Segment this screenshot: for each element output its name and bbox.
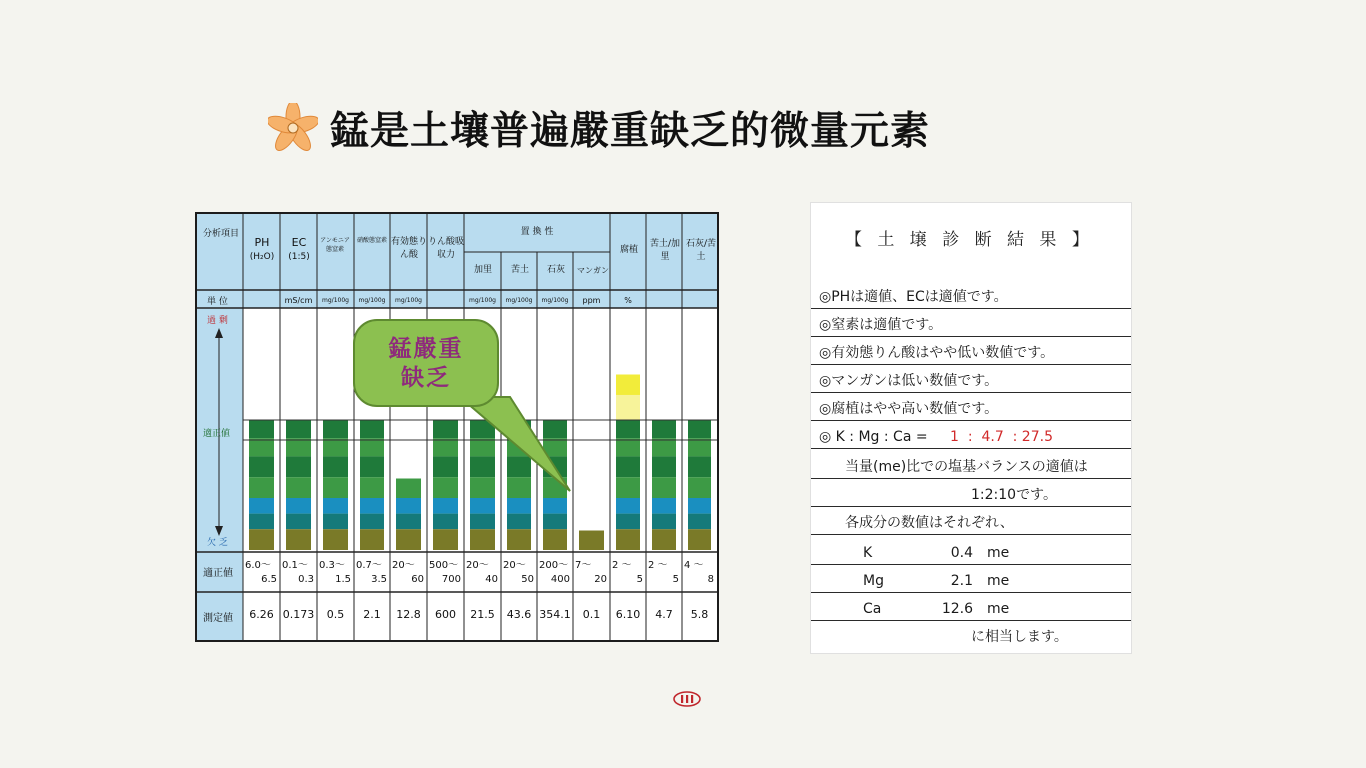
level-arrow-head [215,328,223,338]
bar-segment [616,498,640,514]
page-title: 錳是土壤普遍嚴重缺乏的微量元素 [330,109,931,154]
element-name: Ca [863,601,882,617]
measured-value: 0.1 [582,608,601,621]
bar-segment [652,529,676,550]
callout-line1: 錳嚴重 [388,335,464,362]
bar-segment [249,498,274,514]
diagnosis-card [810,202,1132,654]
bar-segment [543,514,567,530]
bar-segment [323,498,348,514]
measured-value: 6.10 [615,608,641,621]
element-ca [811,595,1131,621]
element-value: 0.4 [950,545,973,561]
proper-low: 200〜 [539,560,569,571]
proper-low: 20〜 [466,560,489,571]
proper-low: 2 〜 [648,560,668,571]
bar-segment [470,514,495,530]
balance-line-2: 1:2:10です。 [811,481,1131,507]
header-absorb: りん酸吸収力 [428,237,465,260]
bar-segment [396,514,421,530]
element-k [811,539,1131,565]
bar-segment [286,420,311,438]
callout-tail [440,395,580,495]
unit-cell: mg/100g [322,297,349,304]
each-line: 各成分の数値はそれぞれ、 [811,509,1131,535]
bar-segment [688,438,711,456]
proper-low: 0.7〜 [356,560,382,571]
bar-segment [323,420,348,438]
bar-segment [652,420,676,438]
unit-cell: mg/100g [395,297,422,304]
header-ec-label: EC [291,236,307,249]
bar-excess-segment [616,395,640,420]
flower-icon [268,103,318,153]
proper-high: 400 [550,574,570,585]
proper-low: 4 〜 [684,560,704,571]
element-unit: me [987,545,1010,561]
proper-high: 3.5 [371,574,387,585]
diagnosis-line: ◎有効態りん酸はやや低い数値です。 [811,339,1131,365]
bar-segment [286,498,311,514]
header-phos: 有効態りん酸 [391,237,428,260]
diagnosis-line: ◎PHは適値、ECは適値です。 [811,283,1131,309]
bar-segment [433,498,458,514]
bar-segment [616,477,640,498]
bar-segment [652,438,676,456]
bar-segment [470,529,495,550]
unit-cell: mg/100g [469,297,496,304]
proper-high: 1.5 [335,574,351,585]
element-mg [811,567,1131,593]
proper-low: 0.3〜 [319,560,345,571]
header-ec [281,236,317,264]
bar-segment [249,514,274,530]
bar-segment [323,438,348,456]
measured-value: 0.173 [282,608,315,621]
bar-segment [688,456,711,477]
bar-segment [286,456,311,477]
proper-low: 6.0〜 [245,560,271,571]
bar-segment [249,456,274,477]
bar-segment [507,514,531,530]
proper-high: 60 [411,574,424,585]
measured-value: 0.5 [326,608,345,621]
bar-segment [360,498,384,514]
ratio-label: ◎ K : Mg : Ca = [819,429,928,445]
bar-segment [543,498,567,514]
unit-cell: mS/cm [284,296,313,305]
bar-segment [616,420,640,438]
proper-high: 20 [594,574,607,585]
level-lack: 欠 乏 [207,538,228,548]
bar-segment [360,420,384,438]
unit-row-label: 単 位 [207,297,228,307]
proper-high: 700 [441,574,461,585]
header-mn: マンガン [577,266,609,275]
diagnosis-title: 【 土 壌 診 断 結 果 】 [845,230,1094,250]
bar-segment [688,477,711,498]
bar-segment [396,498,421,514]
header-nitrate: 硝酸態窒素 [356,237,387,244]
bar-segment [470,498,495,514]
proper-low: 20〜 [392,560,415,571]
measured-value: 2.1 [363,608,381,621]
element-name: Mg [863,573,884,589]
measured-value: 5.8 [690,608,709,621]
bar-segment [616,529,640,550]
measured-value: 4.7 [655,608,673,621]
proper-high: 5 [636,574,643,585]
header-item: 分析項目 [202,229,239,239]
bar-segment [652,456,676,477]
header-ammonia: アンモニア態窒素 [320,237,350,253]
header-ca: 石灰 [546,265,565,275]
element-unit: me [987,573,1010,589]
measured-value: 600 [435,608,456,621]
bar-segment [652,498,676,514]
element-value: 2.1 [950,573,973,589]
diagnosis-line: ◎マンガンは低い数値です。 [811,367,1131,393]
element-name: K [863,545,873,561]
unit-cell: ppm [582,296,601,305]
proper-high: 5 [672,574,679,585]
bar-segment [579,531,604,551]
bar-segment [286,529,311,550]
proper-high: 50 [521,574,534,585]
proper-low: 7〜 [575,560,592,571]
ratio-values: 1 : 4.7 : 27.5 [950,429,1053,445]
title-area [268,100,930,156]
measured-row-label: 測定値 [203,613,233,624]
proper-high: 6.5 [261,574,277,585]
bar-segment [323,529,348,550]
bar-segment [360,477,384,498]
proper-high: 0.3 [298,574,314,585]
bar-segment [433,514,458,530]
element-value: 12.6 [941,601,973,617]
header-mg: 苦土 [510,265,529,275]
measured-value: 354.1 [539,608,571,621]
bar-segment [360,456,384,477]
bar-segment [323,477,348,498]
unit-cell: % [624,296,632,305]
bar-segment [688,420,711,438]
bar-segment [323,514,348,530]
callout-bubble [353,319,499,407]
diagnosis-line: ◎窒素は適値です。 [811,311,1131,337]
proper-low: 2 〜 [612,560,632,571]
header-camg: 石灰/苦土 [685,239,717,262]
header-k: 加里 [473,265,492,275]
header-ph [244,236,280,264]
header-ec-sub: (1:5) [288,252,310,262]
bar-segment [616,456,640,477]
bar-segment [286,477,311,498]
unit-cell: mg/100g [505,297,533,304]
balance-line-1: 当量(me)比での塩基バランスの適値は [811,453,1131,479]
proper-low: 500〜 [429,560,459,571]
diagnosis-line: ◎腐植はやや高い数値です。 [811,395,1131,421]
closing-line: に相当します。 [971,629,1068,645]
header-ph-sub: (H₂O) [249,252,275,262]
level-excess: 過 剰 [207,316,228,326]
bar-segment [433,529,458,550]
header-humus: 腐植 [619,245,638,255]
bar-segment [249,529,274,550]
bar-segment [688,514,711,530]
bar-segment [360,514,384,530]
proper-row-label: 適正値 [203,568,233,579]
measured-value: 21.5 [470,608,495,621]
bar-segment [688,529,711,550]
bar-excess-segment [616,375,640,395]
bar-segment [323,456,348,477]
proper-low: 0.1〜 [282,560,308,571]
ratio-line [811,423,1131,449]
bar-segment [688,498,711,514]
bar-segment [507,498,531,514]
bar-segment [360,438,384,456]
proper-high: 8 [707,574,714,585]
bar-segment [286,438,311,456]
bar-segment [360,529,384,550]
bar-segment [286,514,311,530]
bar-segment [616,438,640,456]
measured-value: 43.6 [506,608,532,621]
brand-logo-icon [672,690,702,708]
bar-segment [507,529,531,550]
level-proper: 適正値 [203,429,231,439]
measured-value: 12.8 [396,608,421,621]
bar-segment [652,514,676,530]
unit-cell: mg/100g [541,297,569,304]
bar-segment [249,420,274,438]
callout-line2: 缺乏 [401,364,451,391]
bar-segment [249,438,274,456]
bar-segment [396,479,421,499]
bar-segment [652,477,676,498]
header-mgk: 苦土/加里 [649,239,681,262]
measured-value: 6.26 [249,608,274,621]
proper-high: 40 [485,574,498,585]
header-ph-label: PH [254,236,270,249]
bar-segment [396,529,421,550]
proper-low: 20〜 [503,560,526,571]
bar-segment [616,514,640,530]
element-unit: me [987,601,1010,617]
bar-segment [543,529,567,550]
unit-cell: mg/100g [358,297,386,304]
bar-segment [249,477,274,498]
header-exchange: 置 換 性 [520,227,554,237]
